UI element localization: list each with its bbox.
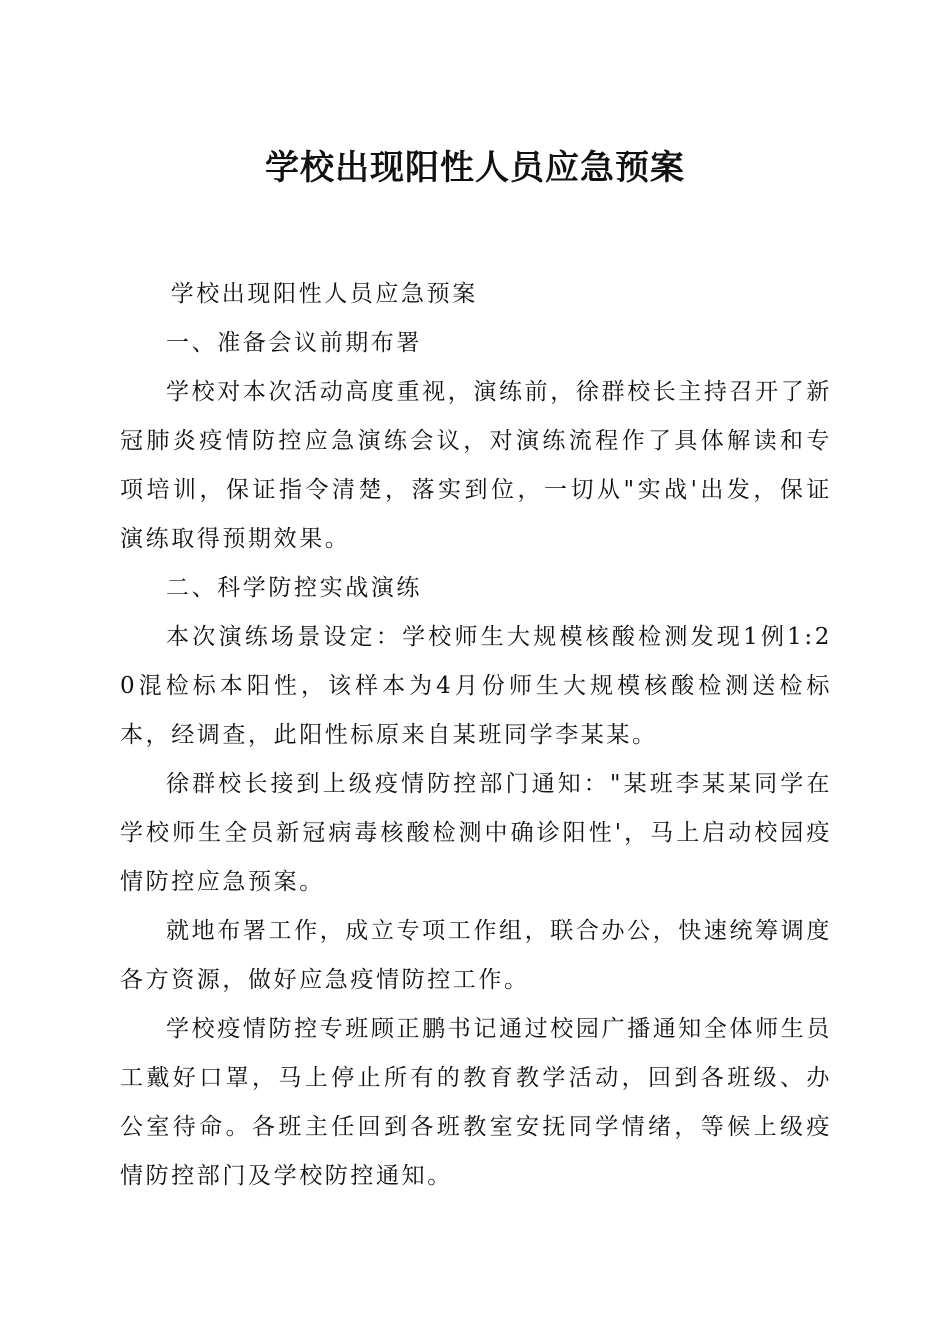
paragraph-subtitle: 学校出现阳性人员应急预案	[170, 281, 478, 307]
paragraph-scenario: 本次演练场景设定：学校师生大规模核酸检测发现1例1:20混检标本阳性，该样本为4月份师生大规模核酸检测送检标本，经调查，此阳性标原来自某班同学李某某。	[120, 624, 832, 748]
document-body	[120, 270, 832, 1201]
paragraph-deployment: 就地布署工作，成立专项工作组，联合办公，快速统筹调度各方资源，做好应急疫情防控工作。	[120, 918, 832, 993]
section-heading-preparation: 一、准备会议前期布署	[166, 330, 422, 356]
document-title: 学校出现阳性人员应急预案	[265, 148, 685, 188]
paragraph-notification: 徐群校长接到上级疫情防控部门通知："某班李某某同学在学校师生全员新冠病毒核酸检测中确诊阳性'，马上启动校园疫情防控应急预案。	[120, 771, 832, 895]
paragraph-preparation: 学校对本次活动高度重视，演练前，徐群校长主持召开了新冠肺炎疫情防控应急演练会议，对演练流程作了具体解读和专项培训，保证指令清楚，落实到位，一切从"实战'出发，保证演练取得预期效果。	[120, 379, 832, 552]
paragraph-broadcast: 学校疫情防控专班顾正鹏书记通过校园广播通知全体师生员工戴好口罩，马上停止所有的教育教学活动，回到各班级、办公室待命。各班主任回到各班教室安抚同学情绪，等候上级疫情防控部门及学校防控通知。	[120, 1016, 832, 1189]
section-heading-drill: 二、科学防控实战演练	[166, 575, 422, 601]
